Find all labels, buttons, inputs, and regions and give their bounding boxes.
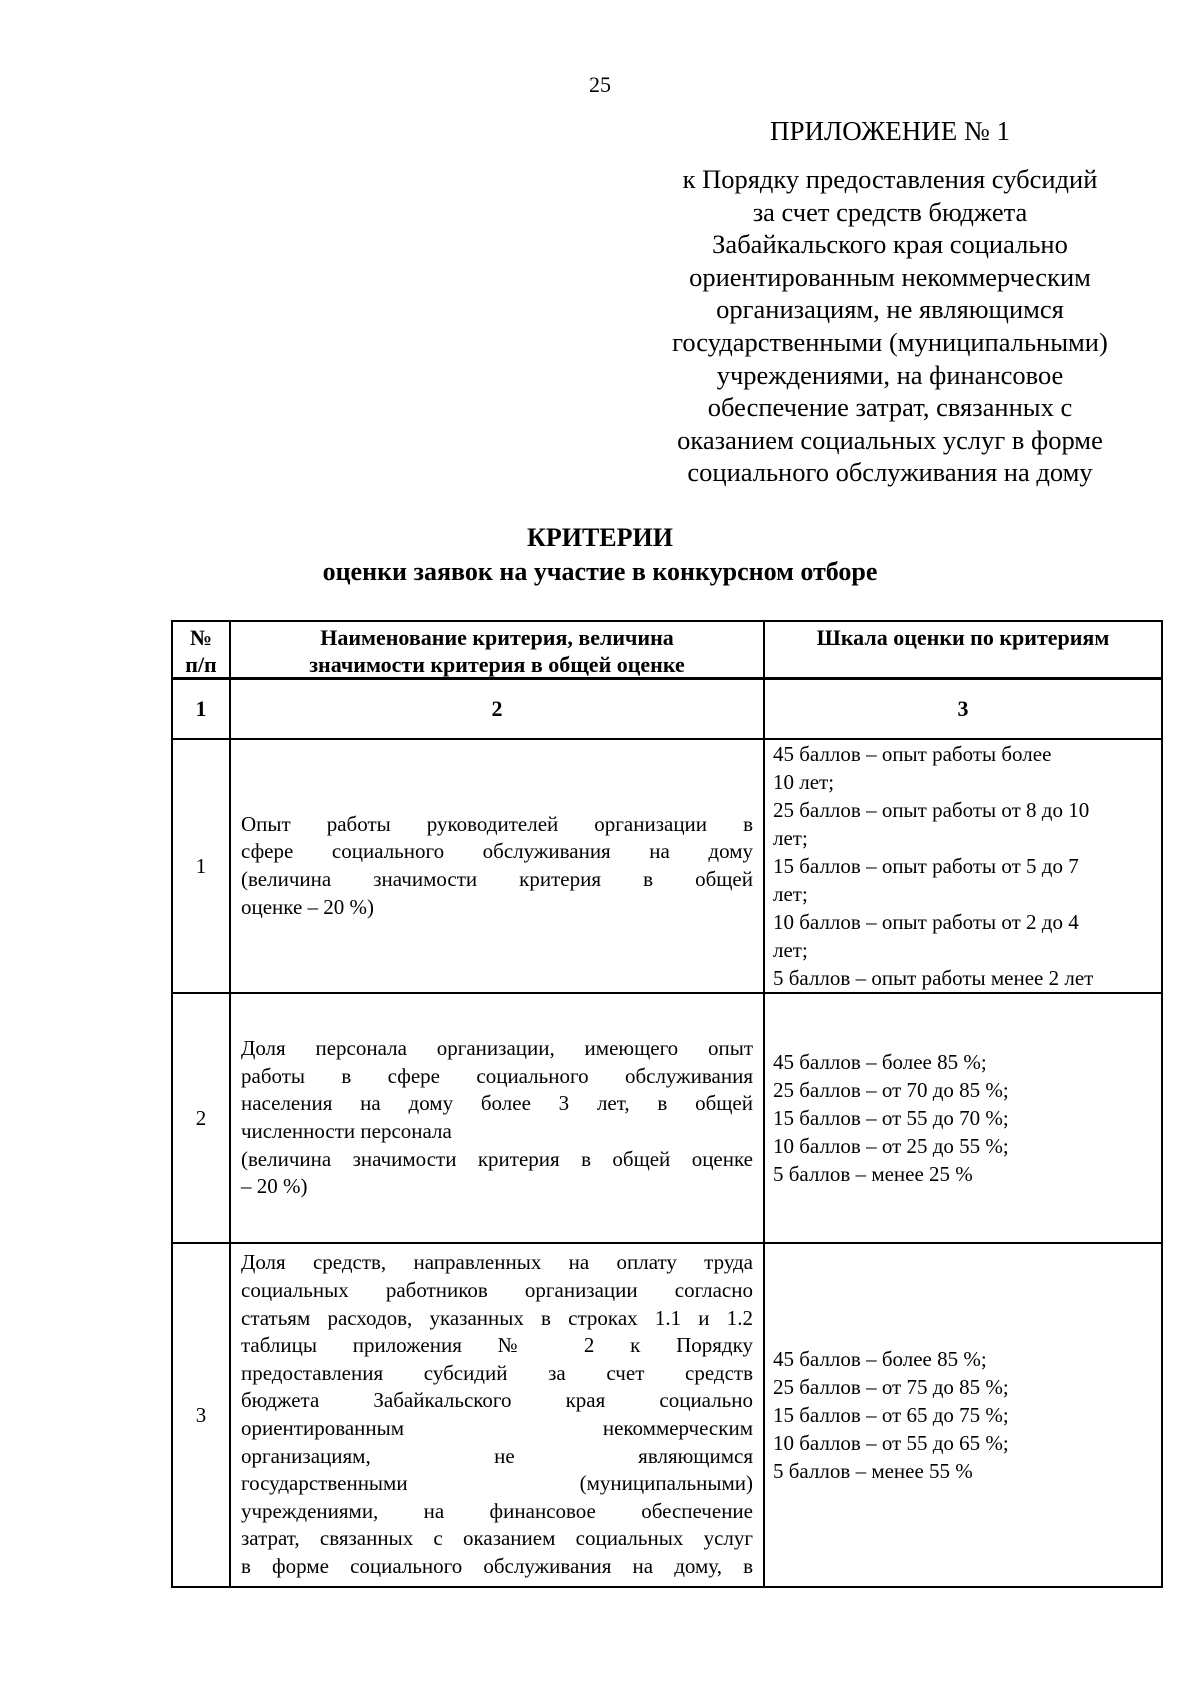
criterion-line: в форме социального обслуживания на дому, в bbox=[241, 1553, 753, 1578]
page-number: 25 bbox=[589, 72, 611, 97]
criterion-line: таблицы приложения № 2 к Порядку bbox=[241, 1333, 753, 1358]
column-index: 3 bbox=[764, 678, 1162, 739]
header-name-line: значимости критерия в общей оценке bbox=[309, 652, 685, 677]
row-number: 2 bbox=[172, 993, 230, 1243]
scale-line: 10 баллов – от 25 до 55 %; bbox=[773, 1134, 1009, 1158]
document-title: КРИТЕРИИ bbox=[527, 523, 673, 552]
appendix-line: к Порядку предоставления субсидий bbox=[682, 164, 1098, 194]
scale-line: 5 баллов – менее 25 % bbox=[773, 1162, 973, 1186]
header-scale-line: Шкала оценки по критериям bbox=[816, 625, 1110, 650]
criterion-line: социальных работников организации согласно bbox=[241, 1278, 753, 1303]
criterion-line: ориентированным некоммерческим bbox=[241, 1416, 753, 1440]
header-scale bbox=[764, 621, 1162, 679]
criteria-header-table bbox=[171, 620, 1163, 680]
scale-line: 10 лет; bbox=[773, 770, 835, 794]
document-subtitle: оценки заявок на участие в конкурсном отборе bbox=[322, 557, 878, 586]
appendix-line: оказанием социальных услуг в форме bbox=[677, 424, 1103, 455]
criterion-line: бюджета Забайкальского края социально bbox=[241, 1388, 753, 1413]
criterion-line: населения на дому более 3 лет, в общей bbox=[241, 1091, 753, 1116]
scale-line: 15 баллов – от 65 до 75 %; bbox=[773, 1403, 1009, 1427]
table-row bbox=[172, 993, 1162, 1243]
scale-cell bbox=[764, 739, 1162, 993]
table-row bbox=[172, 1243, 1162, 1587]
appendix-line: обеспечение затрат, связанных с bbox=[707, 392, 1073, 423]
criterion-line: затрат, связанных с оказанием социальных услуг bbox=[241, 1526, 753, 1551]
column-index: 2 bbox=[230, 678, 764, 739]
appendix-line: ориентированным некоммерческим bbox=[689, 261, 1091, 292]
criterion-cell bbox=[230, 993, 764, 1243]
scale-line: лет; bbox=[773, 938, 808, 962]
appendix-line: государственными (муниципальными) bbox=[672, 326, 1108, 357]
scale-line: лет; bbox=[773, 882, 808, 906]
appendix-title: ПРИЛОЖЕНИЕ № 1 bbox=[769, 116, 1011, 146]
criterion-line: государственными (муниципальными) bbox=[241, 1471, 753, 1496]
appendix-subtitle bbox=[660, 163, 1120, 489]
criterion-line: сфере социального обслуживания на дому bbox=[241, 839, 753, 864]
scale-line: 25 баллов – от 75 до 85 %; bbox=[773, 1375, 1009, 1399]
scale-line: 15 баллов – опыт работы от 5 до 7 bbox=[773, 854, 1079, 878]
scale-line: 25 баллов – от 70 до 85 %; bbox=[773, 1078, 1009, 1102]
row-number: 1 bbox=[172, 739, 230, 993]
header-num-line: № bbox=[189, 625, 213, 650]
header-row bbox=[172, 621, 1162, 679]
criteria-table bbox=[171, 677, 1163, 1588]
criterion-cell bbox=[230, 739, 764, 993]
scale-line: 10 баллов – опыт работы от 2 до 4 bbox=[773, 910, 1079, 934]
criterion-line: (величина значимости критерия в общей bbox=[241, 867, 753, 891]
scale-cell bbox=[764, 993, 1162, 1243]
criterion-line: учреждениями, на финансовое обеспечение bbox=[241, 1498, 753, 1523]
appendix-line: учреждениями, на финансовое bbox=[716, 359, 1064, 390]
appendix-line: организациям, не являющимся bbox=[716, 294, 1064, 325]
row-number: 3 bbox=[172, 1243, 230, 1587]
scale-line: 5 баллов – опыт работы менее 2 лет bbox=[773, 966, 1094, 990]
header-num bbox=[172, 621, 230, 679]
criterion-line: (величина значимости критерия в общей оценке bbox=[241, 1146, 753, 1171]
scale-line: лет; bbox=[773, 826, 808, 850]
scale-line: 25 баллов – опыт работы от 8 до 10 bbox=[773, 798, 1090, 822]
criterion-cell bbox=[230, 1243, 764, 1587]
criterion-line: организациям, не являющимся bbox=[241, 1443, 753, 1468]
criterion-line: Опыт работы руководителей организации в bbox=[241, 811, 753, 836]
criterion-line: численности персонала bbox=[241, 1119, 452, 1143]
criterion-line: оценке – 20 %) bbox=[241, 894, 375, 919]
criterion-line: Доля персонала организации, имеющего опыт bbox=[241, 1036, 753, 1061]
criterion-line: – 20 %) bbox=[241, 1174, 308, 1199]
scale-line: 5 баллов – менее 55 % bbox=[773, 1459, 973, 1483]
scale-line: 45 баллов – более 85 %; bbox=[773, 1050, 987, 1074]
column-index: 1 bbox=[172, 678, 230, 739]
criterion-line: статьям расходов, указанных в строках 1.1 и 1.2 bbox=[241, 1305, 753, 1330]
appendix-line: за счет средств бюджета bbox=[752, 196, 1028, 227]
criterion-line: Доля средств, направленных на оплату труда bbox=[241, 1250, 753, 1275]
criterion-line: работы в сфере социального обслуживания bbox=[241, 1063, 753, 1088]
scale-line: 15 баллов – от 55 до 70 %; bbox=[773, 1106, 1009, 1130]
criterion-line: предоставления субсидий за счет средств bbox=[241, 1360, 753, 1385]
header-criterion-name bbox=[230, 621, 764, 679]
appendix-line: Забайкальского края социально bbox=[712, 229, 1068, 260]
scale-line: 45 баллов – опыт работы более bbox=[773, 742, 1052, 766]
scale-line: 10 баллов – от 55 до 65 %; bbox=[773, 1431, 1009, 1455]
appendix-line: социального обслуживания на дому bbox=[687, 457, 1093, 488]
table-row bbox=[172, 739, 1162, 993]
column-index-row bbox=[172, 678, 1162, 739]
scale-line: 45 баллов – более 85 %; bbox=[773, 1347, 987, 1371]
header-name-line: Наименование критерия, величина bbox=[320, 625, 674, 650]
header-num-line: п/п bbox=[185, 652, 217, 677]
scale-cell bbox=[764, 1243, 1162, 1587]
